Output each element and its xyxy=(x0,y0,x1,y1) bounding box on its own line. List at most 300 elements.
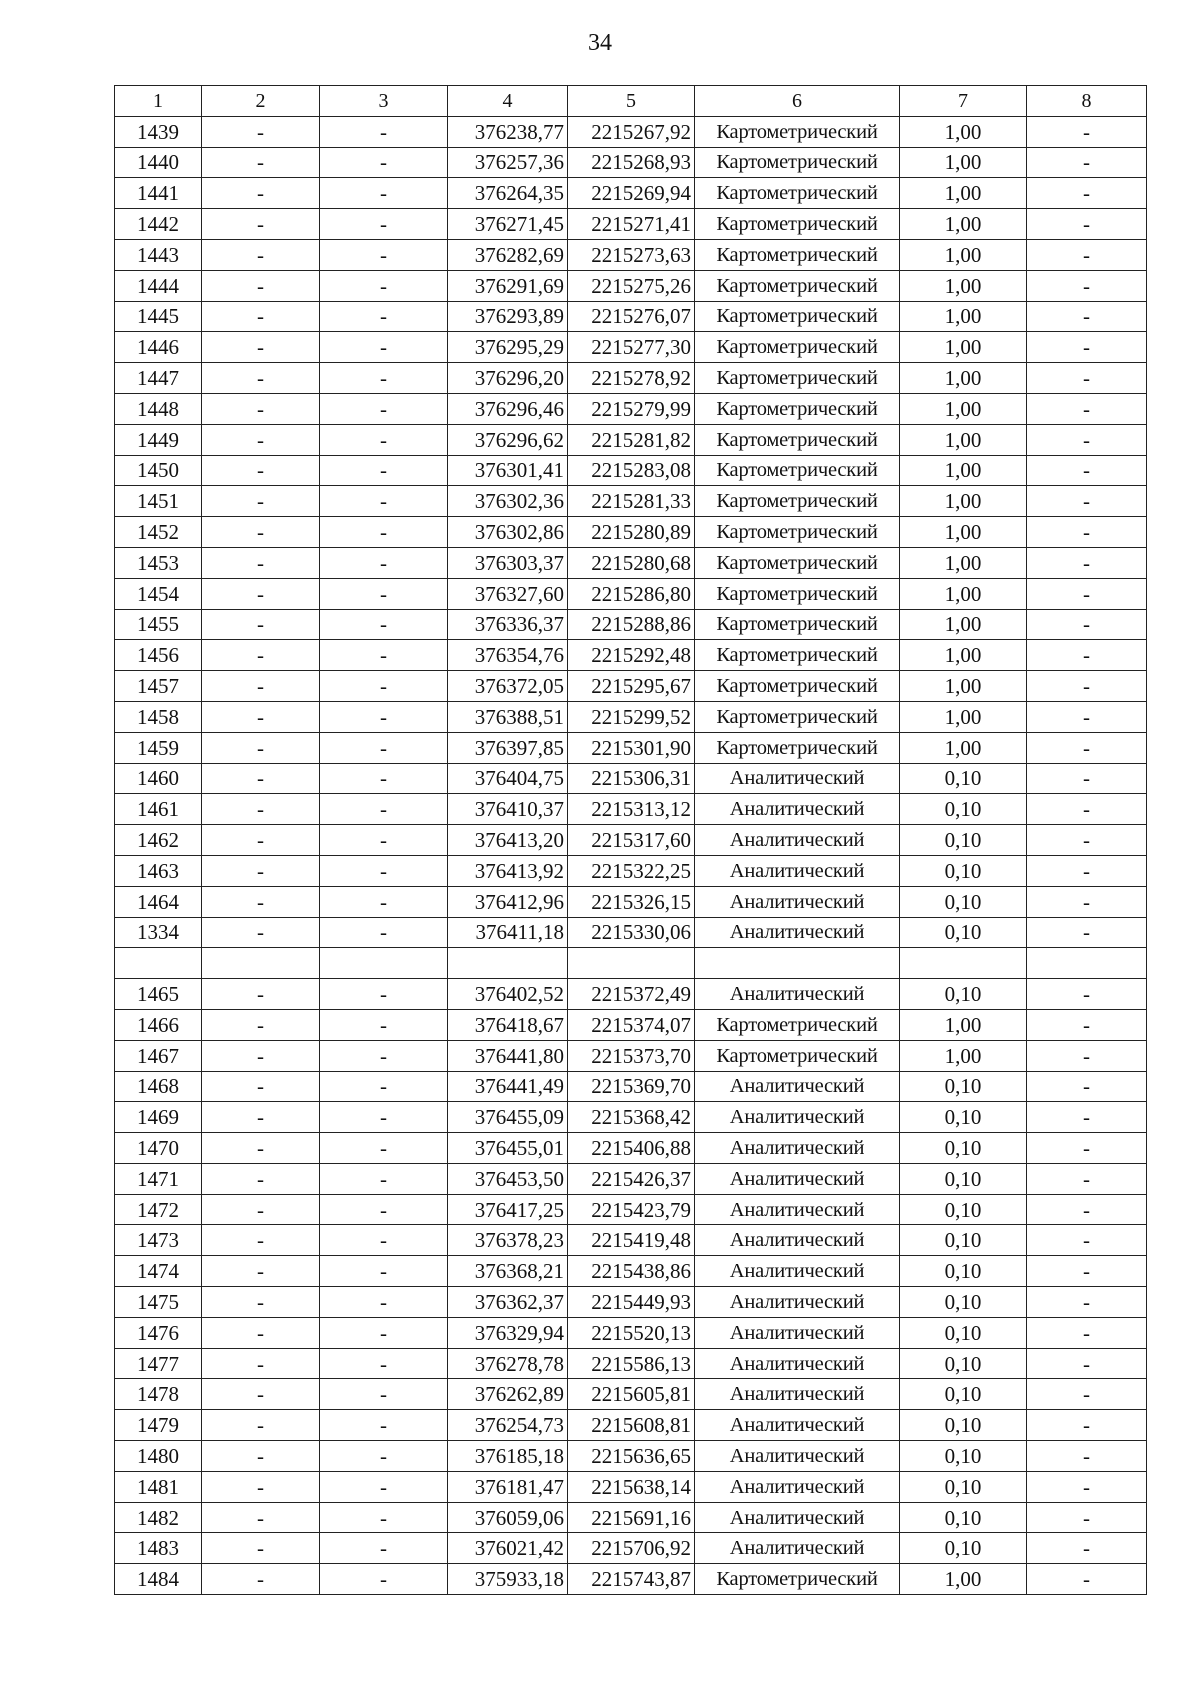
col8-cell: - xyxy=(1027,763,1147,794)
table-row xyxy=(115,609,1147,640)
point-number-cell: 1456 xyxy=(115,640,202,671)
col8-cell: - xyxy=(1027,1133,1147,1164)
col2-cell: - xyxy=(202,1009,320,1040)
col3-cell: - xyxy=(320,886,448,917)
col8-cell: - xyxy=(1027,1471,1147,1502)
table-row xyxy=(115,917,1147,948)
accuracy-cell: 1,00 xyxy=(900,671,1027,702)
x-coordinate-cell: 376402,52 xyxy=(448,979,568,1010)
table-body xyxy=(115,86,1147,1595)
point-number-cell: 1472 xyxy=(115,1194,202,1225)
point-number-cell: 1443 xyxy=(115,239,202,270)
col2-cell: - xyxy=(202,640,320,671)
y-coordinate-cell: 2215373,70 xyxy=(568,1040,695,1071)
col8-cell: - xyxy=(1027,301,1147,332)
point-number-cell: 1452 xyxy=(115,517,202,548)
table-row xyxy=(115,671,1147,702)
method-cell: Аналитический xyxy=(695,1133,900,1164)
table-row xyxy=(115,1379,1147,1410)
method-cell: Картометрический xyxy=(695,1040,900,1071)
col8-cell: - xyxy=(1027,178,1147,209)
point-number-cell: 1446 xyxy=(115,332,202,363)
table-row xyxy=(115,1194,1147,1225)
x-coordinate-cell: 376291,69 xyxy=(448,270,568,301)
col2-cell: - xyxy=(202,178,320,209)
y-coordinate-cell: 2215301,90 xyxy=(568,732,695,763)
x-coordinate-cell: 376413,92 xyxy=(448,855,568,886)
col8-cell: - xyxy=(1027,1225,1147,1256)
col8-cell: - xyxy=(1027,547,1147,578)
col2-cell: - xyxy=(202,1256,320,1287)
x-coordinate-cell: 376264,35 xyxy=(448,178,568,209)
y-coordinate-cell: 2215317,60 xyxy=(568,825,695,856)
table-row xyxy=(115,1071,1147,1102)
point-number-cell: 1460 xyxy=(115,763,202,794)
y-coordinate-cell: 2215299,52 xyxy=(568,701,695,732)
x-coordinate-cell: 376293,89 xyxy=(448,301,568,332)
col8-cell: - xyxy=(1027,1441,1147,1472)
table-row xyxy=(115,1133,1147,1164)
method-cell: Аналитический xyxy=(695,1441,900,1472)
y-coordinate-cell: 2215281,33 xyxy=(568,486,695,517)
table-row xyxy=(115,424,1147,455)
method-cell: Картометрический xyxy=(695,701,900,732)
x-coordinate-cell: 376296,46 xyxy=(448,393,568,424)
col2-cell: - xyxy=(202,547,320,578)
point-number-cell: 1483 xyxy=(115,1533,202,1564)
point-number-cell: 1444 xyxy=(115,270,202,301)
col8-cell: - xyxy=(1027,732,1147,763)
col3-cell: - xyxy=(320,1256,448,1287)
table-row xyxy=(115,116,1147,147)
accuracy-cell: 0,10 xyxy=(900,1502,1027,1533)
method-cell: Аналитический xyxy=(695,1410,900,1441)
coordinates-table xyxy=(114,85,1147,1595)
table-row xyxy=(115,578,1147,609)
table-row xyxy=(115,1163,1147,1194)
x-coordinate-cell: 376021,42 xyxy=(448,1533,568,1564)
table-row xyxy=(115,209,1147,240)
method-cell: Аналитический xyxy=(695,1533,900,1564)
col2-cell: - xyxy=(202,486,320,517)
accuracy-cell: 1,00 xyxy=(900,1564,1027,1595)
y-coordinate-cell: 2215281,82 xyxy=(568,424,695,455)
x-coordinate-cell: 376059,06 xyxy=(448,1502,568,1533)
col8-cell: - xyxy=(1027,1348,1147,1379)
col2-cell: - xyxy=(202,1441,320,1472)
col2-cell: - xyxy=(202,1102,320,1133)
x-coordinate-cell: 376302,86 xyxy=(448,517,568,548)
col3-cell: - xyxy=(320,147,448,178)
col8-cell: - xyxy=(1027,486,1147,517)
point-number-cell: 1463 xyxy=(115,855,202,886)
col2-cell: - xyxy=(202,332,320,363)
col2-cell: - xyxy=(202,794,320,825)
x-coordinate-cell: 376295,29 xyxy=(448,332,568,363)
table-row xyxy=(115,732,1147,763)
y-coordinate-cell: 2215306,31 xyxy=(568,763,695,794)
table-row xyxy=(115,763,1147,794)
accuracy-cell: 1,00 xyxy=(900,116,1027,147)
method-cell: Аналитический xyxy=(695,763,900,794)
accuracy-cell: 1,00 xyxy=(900,609,1027,640)
x-coordinate-cell: 376329,94 xyxy=(448,1317,568,1348)
point-number-cell: 1477 xyxy=(115,1348,202,1379)
col8-cell: - xyxy=(1027,393,1147,424)
col3-cell: - xyxy=(320,825,448,856)
col2-cell: - xyxy=(202,1194,320,1225)
col3-cell: - xyxy=(320,1040,448,1071)
accuracy-cell: 1,00 xyxy=(900,1009,1027,1040)
col2-cell: - xyxy=(202,1564,320,1595)
col3-cell: - xyxy=(320,701,448,732)
method-cell xyxy=(695,948,900,979)
y-coordinate-cell: 2215743,87 xyxy=(568,1564,695,1595)
col8-cell: - xyxy=(1027,1287,1147,1318)
y-coordinate-cell: 2215419,48 xyxy=(568,1225,695,1256)
col8-cell: - xyxy=(1027,455,1147,486)
x-coordinate-cell: 376441,49 xyxy=(448,1071,568,1102)
method-cell: Картометрический xyxy=(695,332,900,363)
table-row xyxy=(115,1441,1147,1472)
point-number-cell: 1445 xyxy=(115,301,202,332)
method-cell: Картометрический xyxy=(695,178,900,209)
x-coordinate-cell: 376238,77 xyxy=(448,116,568,147)
point-number-cell: 1439 xyxy=(115,116,202,147)
table-row xyxy=(115,1410,1147,1441)
col8-cell: - xyxy=(1027,209,1147,240)
y-coordinate-cell: 2215313,12 xyxy=(568,794,695,825)
table-row xyxy=(115,363,1147,394)
x-coordinate-cell: 376296,20 xyxy=(448,363,568,394)
col2-cell: - xyxy=(202,609,320,640)
point-number-cell: 1470 xyxy=(115,1133,202,1164)
method-cell: Аналитический xyxy=(695,1256,900,1287)
point-number-cell: 1455 xyxy=(115,609,202,640)
x-coordinate-cell: 376453,50 xyxy=(448,1163,568,1194)
col2-cell: - xyxy=(202,578,320,609)
accuracy-cell: 0,10 xyxy=(900,979,1027,1010)
col2-cell: - xyxy=(202,1502,320,1533)
col8-cell: - xyxy=(1027,270,1147,301)
col3-cell: - xyxy=(320,1471,448,1502)
col3-cell: - xyxy=(320,1564,448,1595)
col2-cell: - xyxy=(202,1071,320,1102)
method-cell: Картометрический xyxy=(695,301,900,332)
x-coordinate-cell: 376336,37 xyxy=(448,609,568,640)
x-coordinate-cell: 376410,37 xyxy=(448,794,568,825)
y-coordinate-cell: 2215368,42 xyxy=(568,1102,695,1133)
col3-cell: - xyxy=(320,393,448,424)
x-coordinate-cell: 376417,25 xyxy=(448,1194,568,1225)
y-coordinate-cell: 2215374,07 xyxy=(568,1009,695,1040)
method-cell: Аналитический xyxy=(695,1194,900,1225)
accuracy-cell: 1,00 xyxy=(900,363,1027,394)
x-coordinate-cell: 376354,76 xyxy=(448,640,568,671)
method-cell: Аналитический xyxy=(695,1379,900,1410)
col3-cell: - xyxy=(320,671,448,702)
method-cell: Аналитический xyxy=(695,979,900,1010)
accuracy-cell: 0,10 xyxy=(900,1471,1027,1502)
method-cell: Аналитический xyxy=(695,855,900,886)
y-coordinate-cell: 2215330,06 xyxy=(568,917,695,948)
table-row xyxy=(115,1471,1147,1502)
col3-cell: - xyxy=(320,1533,448,1564)
col8-cell: - xyxy=(1027,917,1147,948)
point-number-cell: 1441 xyxy=(115,178,202,209)
x-coordinate-cell: 375933,18 xyxy=(448,1564,568,1595)
y-coordinate-cell: 2215322,25 xyxy=(568,855,695,886)
x-coordinate-cell: 376441,80 xyxy=(448,1040,568,1071)
x-coordinate-cell: 376388,51 xyxy=(448,701,568,732)
table-row xyxy=(115,239,1147,270)
header-cell: 7 xyxy=(900,86,1027,117)
col3-cell: - xyxy=(320,270,448,301)
col2-cell: - xyxy=(202,270,320,301)
y-coordinate-cell: 2215369,70 xyxy=(568,1071,695,1102)
y-coordinate-cell: 2215278,92 xyxy=(568,363,695,394)
y-coordinate-cell xyxy=(568,948,695,979)
col8-cell: - xyxy=(1027,855,1147,886)
y-coordinate-cell: 2215423,79 xyxy=(568,1194,695,1225)
accuracy-cell: 1,00 xyxy=(900,393,1027,424)
col8-cell: - xyxy=(1027,1564,1147,1595)
table-row xyxy=(115,948,1147,979)
col8-cell: - xyxy=(1027,332,1147,363)
point-number-cell: 1478 xyxy=(115,1379,202,1410)
col2-cell: - xyxy=(202,455,320,486)
col3-cell: - xyxy=(320,609,448,640)
col3-cell: - xyxy=(320,178,448,209)
table-row xyxy=(115,270,1147,301)
col2-cell: - xyxy=(202,301,320,332)
table-row xyxy=(115,1009,1147,1040)
method-cell: Картометрический xyxy=(695,393,900,424)
y-coordinate-cell: 2215275,26 xyxy=(568,270,695,301)
x-coordinate-cell: 376455,09 xyxy=(448,1102,568,1133)
y-coordinate-cell: 2215636,65 xyxy=(568,1441,695,1472)
y-coordinate-cell: 2215283,08 xyxy=(568,455,695,486)
col3-cell: - xyxy=(320,1379,448,1410)
accuracy-cell: 0,10 xyxy=(900,1256,1027,1287)
col8-cell: - xyxy=(1027,1102,1147,1133)
table-row xyxy=(115,825,1147,856)
point-number-cell: 1464 xyxy=(115,886,202,917)
col3-cell: - xyxy=(320,640,448,671)
col2-cell: - xyxy=(202,886,320,917)
x-coordinate-cell: 376455,01 xyxy=(448,1133,568,1164)
y-coordinate-cell: 2215326,15 xyxy=(568,886,695,917)
col2-cell: - xyxy=(202,424,320,455)
col8-cell: - xyxy=(1027,979,1147,1010)
col3-cell: - xyxy=(320,979,448,1010)
y-coordinate-cell: 2215268,93 xyxy=(568,147,695,178)
point-number-cell: 1480 xyxy=(115,1441,202,1472)
col8-cell: - xyxy=(1027,609,1147,640)
y-coordinate-cell: 2215279,99 xyxy=(568,393,695,424)
accuracy-cell: 1,00 xyxy=(900,301,1027,332)
col3-cell: - xyxy=(320,424,448,455)
col3-cell: - xyxy=(320,517,448,548)
col2-cell: - xyxy=(202,147,320,178)
x-coordinate-cell: 376301,41 xyxy=(448,455,568,486)
table-row xyxy=(115,301,1147,332)
method-cell: Аналитический xyxy=(695,917,900,948)
x-coordinate-cell: 376271,45 xyxy=(448,209,568,240)
point-number-cell: 1453 xyxy=(115,547,202,578)
accuracy-cell: 1,00 xyxy=(900,732,1027,763)
col8-cell: - xyxy=(1027,239,1147,270)
method-cell: Аналитический xyxy=(695,1317,900,1348)
point-number-cell: 1442 xyxy=(115,209,202,240)
point-number-cell: 1448 xyxy=(115,393,202,424)
point-number-cell: 1467 xyxy=(115,1040,202,1071)
header-cell: 3 xyxy=(320,86,448,117)
table-row xyxy=(115,455,1147,486)
accuracy-cell: 1,00 xyxy=(900,209,1027,240)
col3-cell: - xyxy=(320,239,448,270)
accuracy-cell: 1,00 xyxy=(900,147,1027,178)
accuracy-cell: 0,10 xyxy=(900,917,1027,948)
col3-cell: - xyxy=(320,1410,448,1441)
x-coordinate-cell xyxy=(448,948,568,979)
table-row xyxy=(115,1564,1147,1595)
y-coordinate-cell: 2215691,16 xyxy=(568,1502,695,1533)
col3-cell: - xyxy=(320,547,448,578)
accuracy-cell: 1,00 xyxy=(900,239,1027,270)
col8-cell: - xyxy=(1027,1009,1147,1040)
point-number-cell: 1459 xyxy=(115,732,202,763)
accuracy-cell: 0,10 xyxy=(900,1287,1027,1318)
col2-cell: - xyxy=(202,917,320,948)
col8-cell: - xyxy=(1027,1040,1147,1071)
y-coordinate-cell: 2215706,92 xyxy=(568,1533,695,1564)
method-cell: Картометрический xyxy=(695,209,900,240)
col3-cell: - xyxy=(320,1009,448,1040)
y-coordinate-cell: 2215605,81 xyxy=(568,1379,695,1410)
y-coordinate-cell: 2215372,49 xyxy=(568,979,695,1010)
point-number-cell: 1474 xyxy=(115,1256,202,1287)
x-coordinate-cell: 376254,73 xyxy=(448,1410,568,1441)
col3-cell: - xyxy=(320,1348,448,1379)
accuracy-cell: 0,10 xyxy=(900,1410,1027,1441)
col2-cell: - xyxy=(202,239,320,270)
y-coordinate-cell: 2215288,86 xyxy=(568,609,695,640)
col2-cell: - xyxy=(202,1133,320,1164)
accuracy-cell: 0,10 xyxy=(900,1317,1027,1348)
y-coordinate-cell: 2215280,89 xyxy=(568,517,695,548)
col3-cell: - xyxy=(320,1163,448,1194)
method-cell: Картометрический xyxy=(695,609,900,640)
method-cell: Картометрический xyxy=(695,424,900,455)
x-coordinate-cell: 376262,89 xyxy=(448,1379,568,1410)
col3-cell: - xyxy=(320,763,448,794)
col2-cell: - xyxy=(202,1379,320,1410)
table-row xyxy=(115,1348,1147,1379)
y-coordinate-cell: 2215276,07 xyxy=(568,301,695,332)
method-cell: Аналитический xyxy=(695,1348,900,1379)
col8-cell: - xyxy=(1027,1194,1147,1225)
accuracy-cell: 1,00 xyxy=(900,517,1027,548)
x-coordinate-cell: 376418,67 xyxy=(448,1009,568,1040)
col8-cell: - xyxy=(1027,147,1147,178)
y-coordinate-cell: 2215273,63 xyxy=(568,239,695,270)
col2-cell: - xyxy=(202,1471,320,1502)
method-cell: Картометрический xyxy=(695,486,900,517)
col2-cell: - xyxy=(202,825,320,856)
method-cell: Картометрический xyxy=(695,578,900,609)
method-cell: Аналитический xyxy=(695,1225,900,1256)
method-cell: Картометрический xyxy=(695,517,900,548)
y-coordinate-cell: 2215426,37 xyxy=(568,1163,695,1194)
point-number-cell: 1454 xyxy=(115,578,202,609)
y-coordinate-cell: 2215638,14 xyxy=(568,1471,695,1502)
accuracy-cell xyxy=(900,948,1027,979)
x-coordinate-cell: 376413,20 xyxy=(448,825,568,856)
col3-cell: - xyxy=(320,1071,448,1102)
col3-cell: - xyxy=(320,732,448,763)
y-coordinate-cell: 2215608,81 xyxy=(568,1410,695,1441)
point-number-cell: 1450 xyxy=(115,455,202,486)
y-coordinate-cell: 2215271,41 xyxy=(568,209,695,240)
table-row xyxy=(115,1317,1147,1348)
accuracy-cell: 1,00 xyxy=(900,455,1027,486)
point-number-cell: 1440 xyxy=(115,147,202,178)
col8-cell: - xyxy=(1027,1502,1147,1533)
x-coordinate-cell: 376362,37 xyxy=(448,1287,568,1318)
col8-cell: - xyxy=(1027,671,1147,702)
point-number-cell: 1462 xyxy=(115,825,202,856)
method-cell: Аналитический xyxy=(695,1071,900,1102)
col2-cell: - xyxy=(202,1163,320,1194)
accuracy-cell: 1,00 xyxy=(900,332,1027,363)
method-cell: Картометрический xyxy=(695,270,900,301)
table-row xyxy=(115,393,1147,424)
accuracy-cell: 0,10 xyxy=(900,1441,1027,1472)
x-coordinate-cell: 376278,78 xyxy=(448,1348,568,1379)
col8-cell: - xyxy=(1027,517,1147,548)
accuracy-cell: 0,10 xyxy=(900,1102,1027,1133)
method-cell: Аналитический xyxy=(695,1471,900,1502)
table-row xyxy=(115,1225,1147,1256)
col2-cell: - xyxy=(202,1040,320,1071)
x-coordinate-cell: 376327,60 xyxy=(448,578,568,609)
col8-cell: - xyxy=(1027,424,1147,455)
col2-cell: - xyxy=(202,1410,320,1441)
x-coordinate-cell: 376412,96 xyxy=(448,886,568,917)
col3-cell: - xyxy=(320,917,448,948)
point-number-cell: 1465 xyxy=(115,979,202,1010)
accuracy-cell: 0,10 xyxy=(900,886,1027,917)
accuracy-cell: 0,10 xyxy=(900,1163,1027,1194)
point-number-cell: 1466 xyxy=(115,1009,202,1040)
col3-cell: - xyxy=(320,1194,448,1225)
y-coordinate-cell: 2215449,93 xyxy=(568,1287,695,1318)
col8-cell: - xyxy=(1027,578,1147,609)
table-row xyxy=(115,1287,1147,1318)
method-cell: Аналитический xyxy=(695,825,900,856)
col8-cell: - xyxy=(1027,640,1147,671)
x-coordinate-cell: 376404,75 xyxy=(448,763,568,794)
col3-cell: - xyxy=(320,1133,448,1164)
table-row xyxy=(115,855,1147,886)
method-cell: Картометрический xyxy=(695,547,900,578)
accuracy-cell: 0,10 xyxy=(900,794,1027,825)
page-number: 34 xyxy=(588,30,612,56)
col3-cell: - xyxy=(320,332,448,363)
y-coordinate-cell: 2215277,30 xyxy=(568,332,695,363)
header-cell: 5 xyxy=(568,86,695,117)
